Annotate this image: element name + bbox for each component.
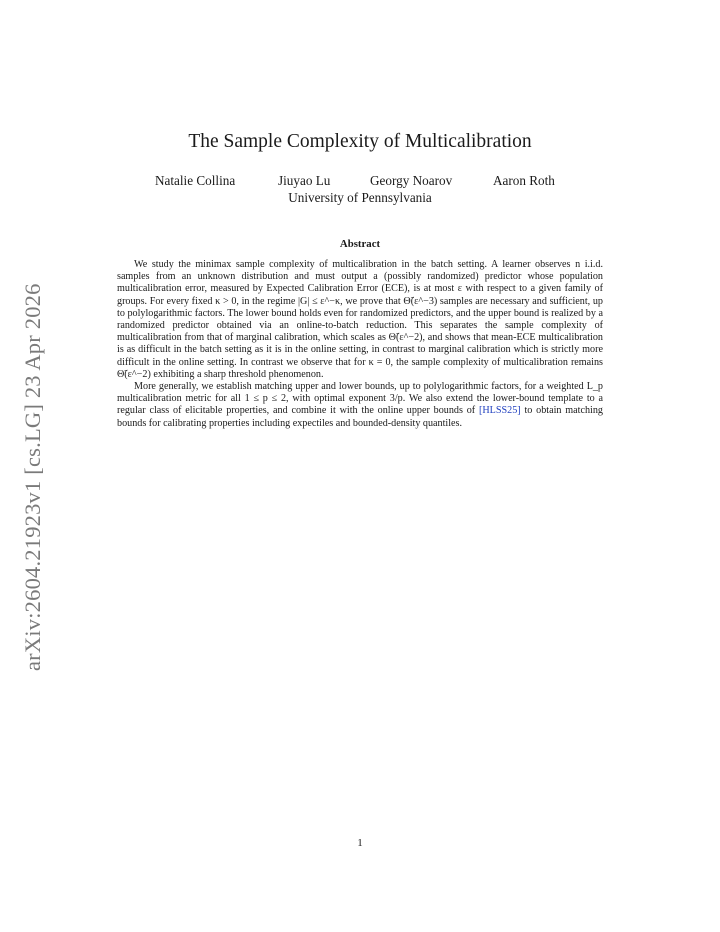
abstract-paragraph-2-text: More generally, we establish matching upper and lower bounds, up to polylogarithmic factors, for a weighted L_p multicalibration metric for all 1 ≤ p ≤ 2, with optimal exponent 3/p. We also extend the lower-bound template to a regular class of elicitable properties, and combine it with the online upper bounds of [117, 381, 603, 417]
author-name: Georgy Noarov [370, 173, 453, 188]
page-number: 1 [357, 837, 363, 849]
affiliation: University of Pennsylvania [288, 190, 432, 205]
citation-link[interactable]: [HLSS25] [479, 405, 521, 417]
author-name: Natalie Collina [155, 173, 236, 188]
abstract-heading: Abstract [339, 238, 381, 250]
author-name: Jiuyao Lu [278, 173, 331, 188]
arxiv-identifier-stamp [14, 256, 54, 676]
abstract-paragraph-1: We study the minimax sample complexity of multicalibration in the batch setting. A learner observes n i.i.d. samples from an unknown distribution and must output a (possibly randomized) predictor whose population multicalibration error, measured by Expected Calibration Error (ECE), is at most ε with respect to a given family of groups. For every fixed κ > 0, in the regime |G| ≤ ε^−κ, we prove that Θ̃(ε^−3) samples are necessary and sufficient, up to polylogarithmic factors. The lower bound holds even for randomized predictors, and the upper bound is realized by a randomized predictor obtained via an online-to-batch reduction. This separates the sample complexity of multicalibration from that of marginal calibration, which scales as Θ̃(ε^−2), and shows that mean-ECE multicalibration is as difficult in the batch setting as it is in the online setting, in contrast to marginal calibration which is strictly more difficult in the online setting. In contrast we observe that for κ = 0, the sample complexity of multicalibration remains Θ̃(ε^−2) exhibiting a sharp threshold phenomenon. [117, 259, 603, 380]
author-list [0, 173, 720, 191]
abstract-paragraph-2 [117, 381, 603, 430]
paper-title: The Sample Complexity of Multicalibration [188, 131, 532, 152]
author-name: Aaron Roth [493, 173, 555, 188]
arxiv-identifier-text: arXiv:2604.21923v1 [cs.LG] 23 Apr 2026 [20, 283, 45, 671]
abstract-paragraph-2-tail: to obtain matching bounds for calibrating properties including expectiles and bounded-density quantiles. [117, 405, 603, 429]
abstract-body [117, 259, 603, 430]
